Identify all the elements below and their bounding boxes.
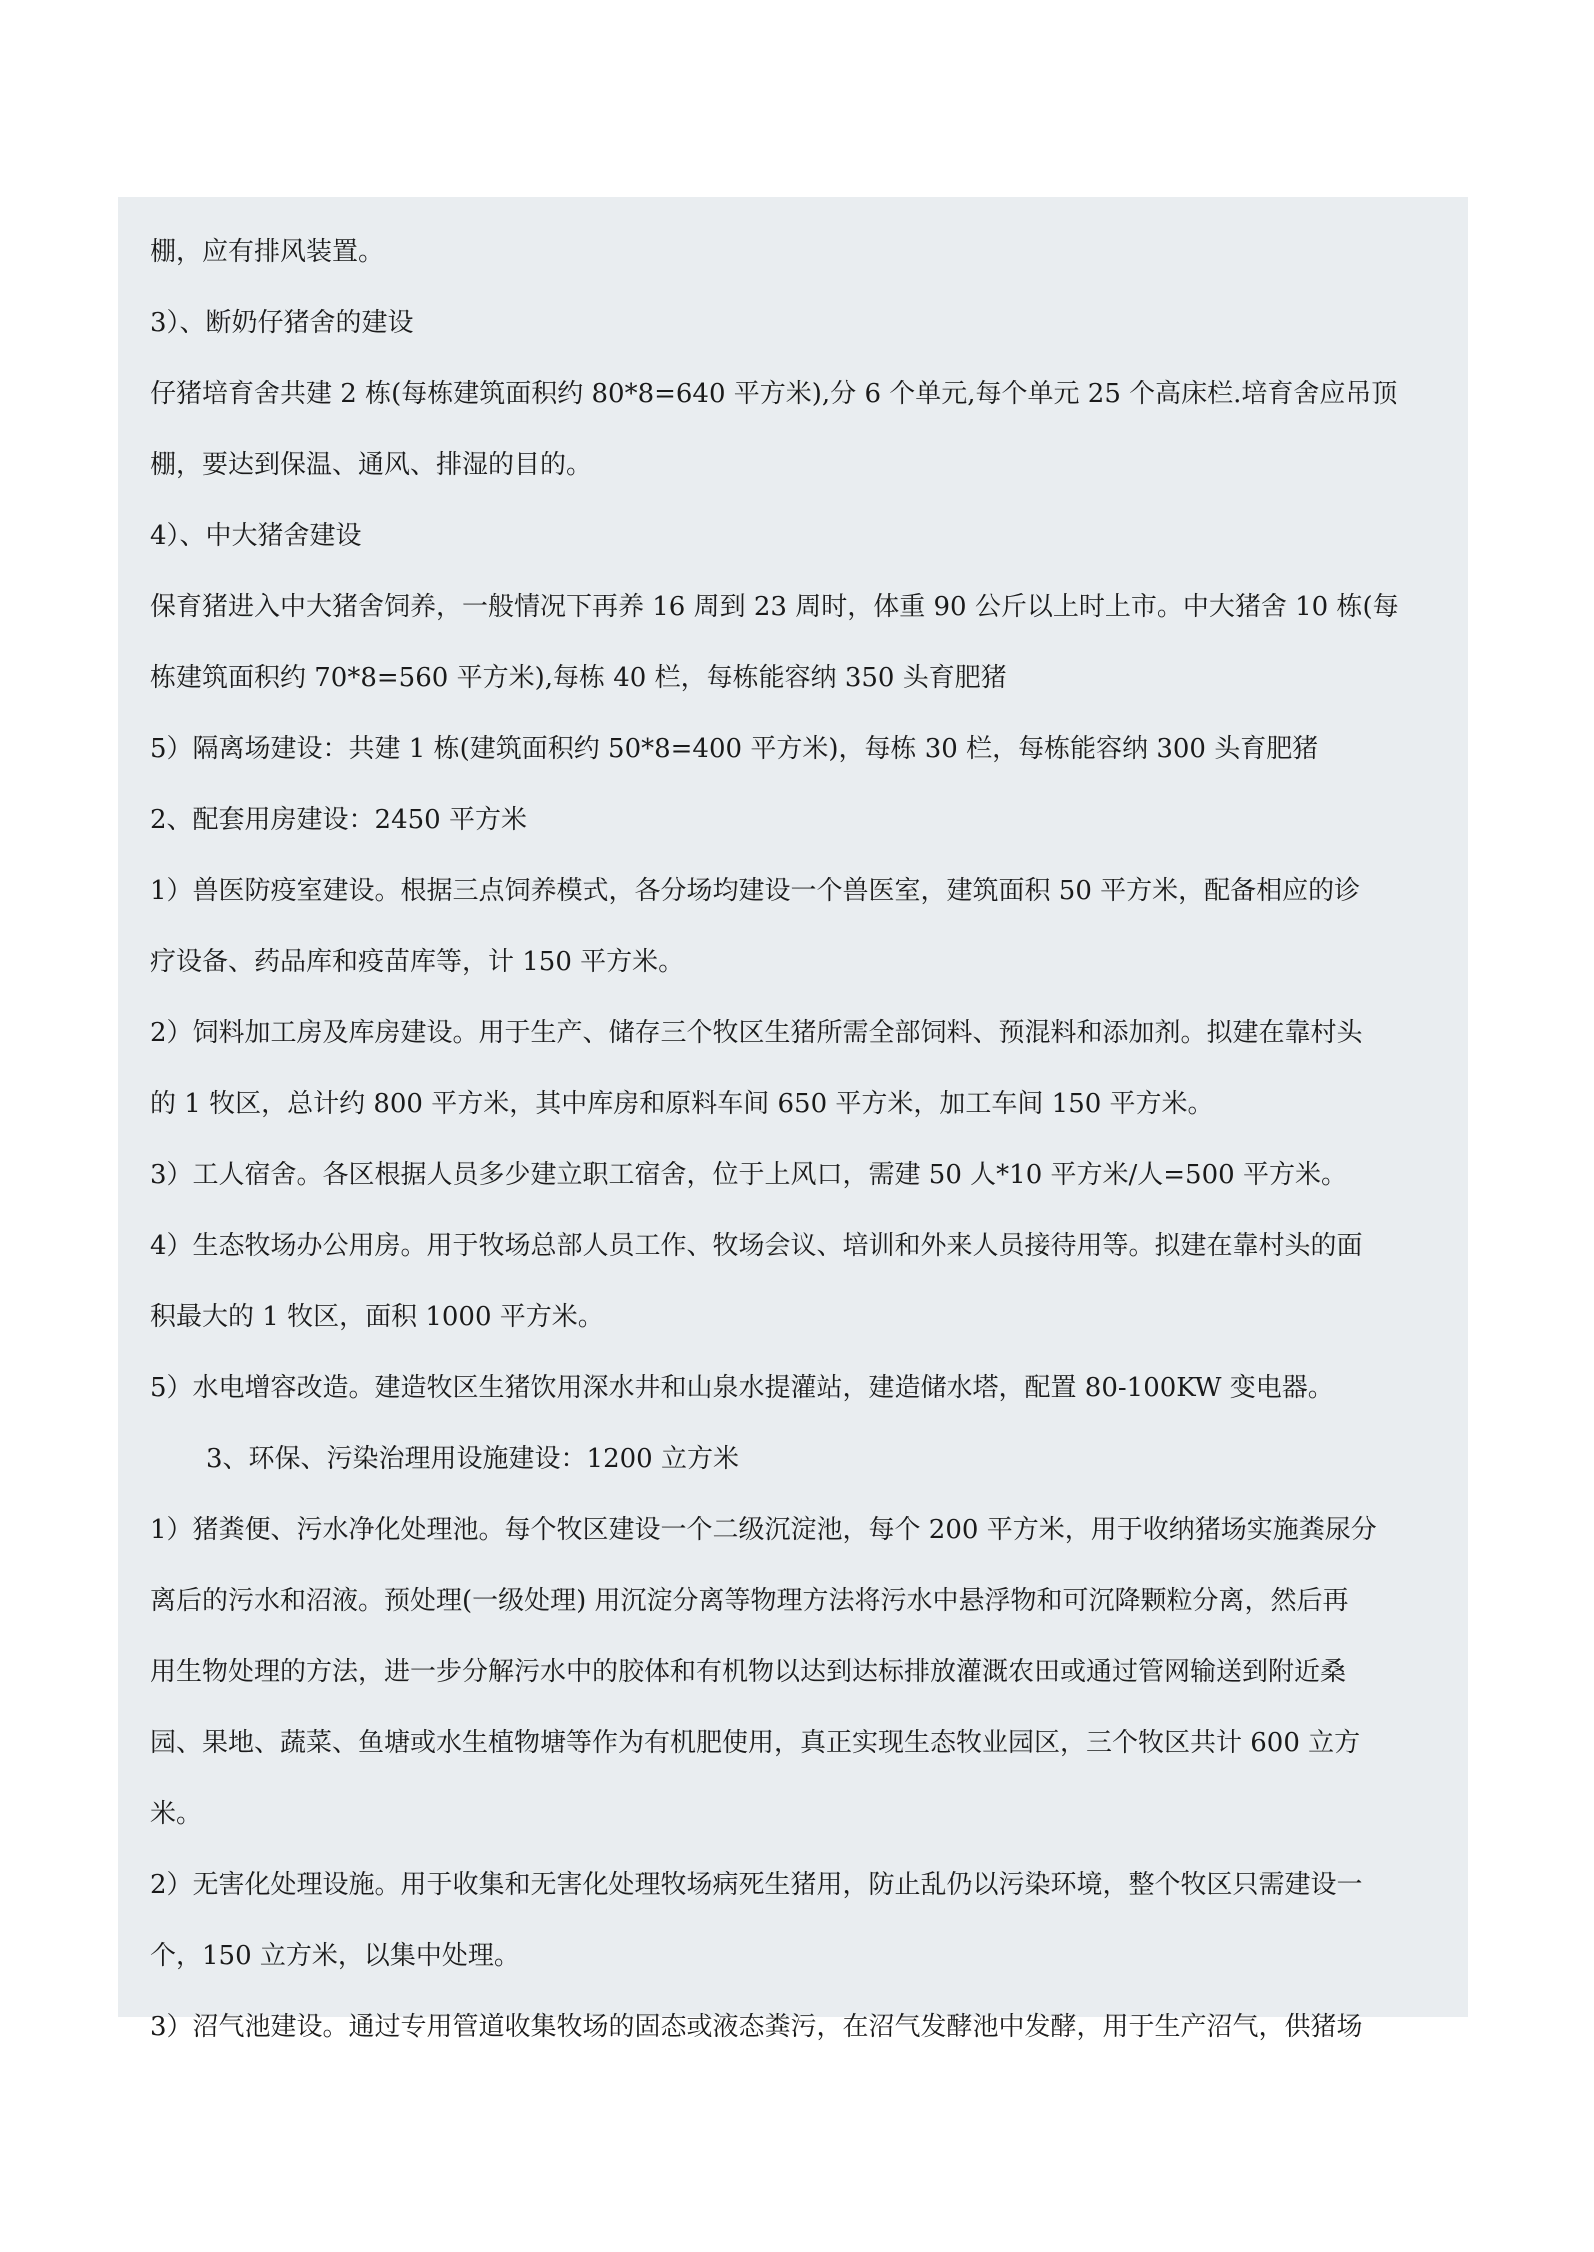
text-line: 个，150 立方米，以集中处理。 bbox=[150, 1941, 520, 1971]
text-line: 离后的污水和沼液。预处理(一级处理) 用沉淀分离等物理方法将污水中悬浮物和可沉降颗粒分离，然后再 bbox=[150, 1586, 1349, 1616]
section-heading: 3、环保、污染治理用设施建设：1200 立方米 bbox=[206, 1444, 739, 1474]
text-line: 棚，应有排风装置。 bbox=[150, 237, 385, 267]
text-line: 疗设备、药品库和疫苗库等，计 150 平方米。 bbox=[150, 947, 685, 977]
text-line: 1）猪粪便、污水净化处理池。每个牧区建设一个二级沉淀池，每个 200 平方米，用于收纳猪场实施粪尿分 bbox=[150, 1515, 1377, 1545]
text-line: 积最大的 1 牧区，面积 1000 平方米。 bbox=[150, 1302, 604, 1332]
text-line: 2）饲料加工房及库房建设。用于生产、储存三个牧区生猪所需全部饲料、预混料和添加剂。拟建在靠村头 bbox=[150, 1018, 1363, 1048]
text-line: 1）兽医防疫室建设。根据三点饲养模式，各分场均建设一个兽医室，建筑面积 50 平方米，配备相应的诊 bbox=[150, 876, 1361, 906]
text-line: 用生物处理的方法，进一步分解污水中的胶体和有机物以达到达标排放灌溉农田或通过管网输送到附近桑 bbox=[150, 1657, 1347, 1687]
text-line: 5）水电增容改造。建造牧区生猪饮用深水井和山泉水提灌站，建造储水塔，配置 80-100KW 变电器。 bbox=[150, 1373, 1334, 1403]
text-line: 3）沼气池建设。通过专用管道收集牧场的固态或液态粪污，在沼气发酵池中发酵，用于生产沼气，供猪场 bbox=[150, 2012, 1363, 2042]
text-line: 4）生态牧场办公用房。用于牧场总部人员工作、牧场会议、培训和外来人员接待用等。拟建在靠村头的面 bbox=[150, 1231, 1363, 1261]
section-heading: 4）、中大猪舍建设 bbox=[150, 521, 362, 551]
text-line: 的 1 牧区，总计约 800 平方米，其中库房和原料车间 650 平方米，加工车间 150 平方米。 bbox=[150, 1089, 1214, 1119]
text-line: 棚，要达到保温、通风、排湿的目的。 bbox=[150, 450, 593, 480]
text-line: 仔猪培育舍共建 2 栋(每栋建筑面积约 80*8=640 平方米),分 6 个单元,每个单元 25 个高床栏.培育舍应吊顶 bbox=[150, 379, 1398, 409]
section-heading: 3）、断奶仔猪舍的建设 bbox=[150, 308, 414, 338]
text-line: 园、果地、蔬菜、鱼塘或水生植物塘等作为有机肥使用，真正实现生态牧业园区，三个牧区共计 600 立方 bbox=[150, 1728, 1361, 1758]
text-line: 5）隔离场建设：共建 1 栋(建筑面积约 50*8=400 平方米)，每栋 30 栏，每栋能容纳 300 头育肥猪 bbox=[150, 734, 1319, 764]
text-line: 栋建筑面积约 70*8=560 平方米),每栋 40 栏，每栋能容纳 350 头育肥猪 bbox=[150, 663, 1007, 693]
document-page bbox=[118, 197, 1468, 2042]
text-line: 保育猪进入中大猪舍饲养，一般情况下再养 16 周到 23 周时，体重 90 公斤以上时上市。中大猪舍 10 栋(每 bbox=[150, 592, 1399, 622]
text-line: 2）无害化处理设施。用于收集和无害化处理牧场病死生猪用，防止乱仍以污染环境，整个牧区只需建设一 bbox=[150, 1870, 1363, 1900]
text-line: 3）工人宿舍。各区根据人员多少建立职工宿舍，位于上风口，需建 50 人*10 平方米/人=500 平方米。 bbox=[150, 1160, 1347, 1190]
section-heading: 2、配套用房建设：2450 平方米 bbox=[150, 805, 527, 835]
text-line: 米。 bbox=[150, 1799, 203, 1829]
